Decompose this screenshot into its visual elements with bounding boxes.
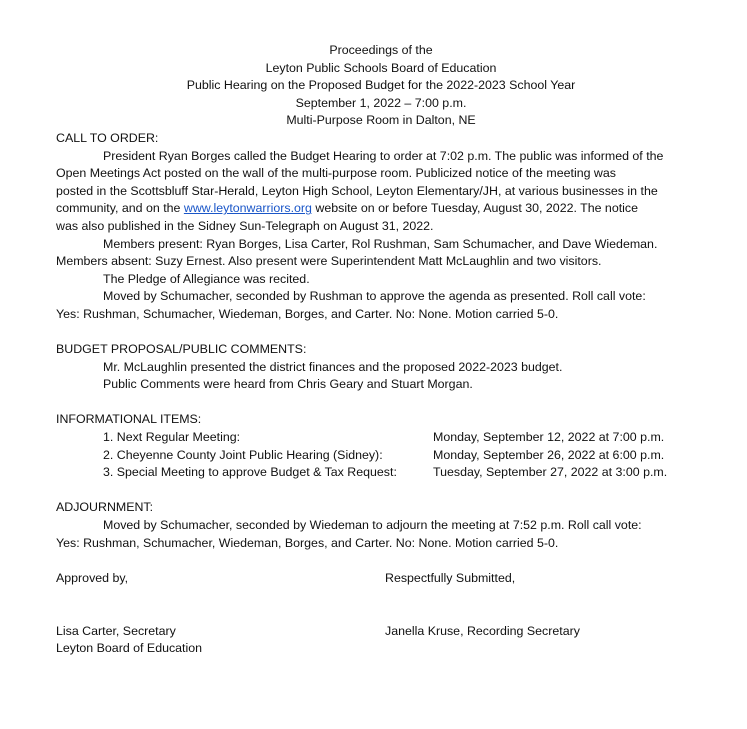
signature-row-3 [56,640,706,658]
signature-row-2 [56,623,706,641]
item-label: 2. Cheyenne County Joint Public Hearing (Sidney): [103,447,383,462]
item-datetime: Tuesday, September 27, 2022 at 3:00 p.m. [433,465,668,480]
budget-line2: Public Comments were heard from Chris Geary and Stuart Morgan. [103,377,473,392]
adjournment-line1: Moved by Schumacher, seconded by Wiedeman to adjourn the meeting at 7:52 p.m. Roll call vote: [103,518,642,533]
call-to-order-p1-line4 [56,200,706,218]
spacer [56,324,706,342]
call-to-order-heading: CALL TO ORDER: [56,130,159,145]
adjournment-section [56,499,706,552]
header-line-5: Multi-Purpose Room in Dalton, NE [286,113,476,128]
website-link[interactable]: www.leytonwarriors.org [183,201,312,216]
adjournment-heading: ADJOURNMENT: [56,500,154,515]
spacer [56,605,706,623]
approved-by-label: Approved by, [56,570,129,585]
list-item [103,429,706,447]
item-datetime: Monday, September 26, 2022 at 6:00 p.m. [433,447,665,462]
item-datetime: Monday, September 12, 2022 at 7:00 p.m. [433,430,665,445]
call-to-order-p1-line2: Open Meetings Act posted on the wall of the multi-purpose room. Publicized notice of the meeting was [56,166,616,181]
agenda-motion-line1: Moved by Schumacher, seconded by Rushman to approve the agenda as presented. Roll call vote: [103,289,646,304]
header-line-1: Proceedings of the [329,43,433,57]
call-to-order-p1-line5: was also published in the Sidney Sun-Telegraph on August 31, 2022. [56,218,434,233]
recording-secretary-name: Janella Kruse, Recording Secretary [385,623,580,638]
members-absent-line: Members absent: Suzy Ernest. Also present were Superintendent Matt McLaughlin and two visitors. [56,254,602,269]
call-to-order-p1-line1: President Ryan Borges called the Budget Hearing to order at 7:02 p.m. The public was informed of the [103,148,664,163]
signature-row-1 [56,570,706,588]
item-label: 3. Special Meeting to approve Budget & Tax Request: [103,465,397,480]
board-name: Leyton Board of Education [56,641,203,656]
spacer [56,587,706,605]
budget-line1: Mr. McLaughlin presented the district finances and the proposed 2022-2023 budget. [103,359,563,374]
list-item [103,464,706,482]
spacer [56,394,706,412]
informational-list [103,429,706,482]
document-page [56,42,706,658]
call-to-order-section [56,130,706,324]
header-line-2: Leyton Public Schools Board of Education [265,60,497,75]
header-line-4: September 1, 2022 – 7:00 p.m. [295,95,467,110]
budget-section [56,341,706,394]
secretary-name: Lisa Carter, Secretary [56,623,176,638]
item-label: 1. Next Regular Meeting: [103,430,241,445]
agenda-motion-line2: Yes: Rushman, Schumacher, Wiedeman, Borges, and Carter. No: None. Motion carried 5-0. [56,306,559,321]
call-to-order-p1-line3: posted in the Scottsbluff Star-Herald, Leyton High School, Leyton Elementary/JH, at various businesses in the [56,183,658,198]
budget-heading: BUDGET PROPOSAL/PUBLIC COMMENTS: [56,342,307,357]
line4-prefix: community, and on the [56,201,184,216]
pledge-line: The Pledge of Allegiance was recited. [103,271,310,286]
spacer [56,552,706,570]
header-line-3: Public Hearing on the Proposed Budget for the 2022-2023 School Year [186,78,576,93]
document-header [56,42,706,130]
informational-section [56,411,706,481]
spacer [56,482,706,500]
members-present-line: Members present: Ryan Borges, Lisa Carter, Rol Rushman, Sam Schumacher, and Dave Wiedeman. [103,236,658,251]
list-item [103,447,706,465]
informational-heading: INFORMATIONAL ITEMS: [56,412,202,427]
line4-suffix: website on or before Tuesday, August 30, 2022. The notice [311,201,638,216]
respectfully-submitted-label: Respectfully Submitted, [385,570,516,585]
adjournment-line2: Yes: Rushman, Schumacher, Wiedeman, Borges, and Carter. No: None. Motion carried 5-0. [56,535,559,550]
